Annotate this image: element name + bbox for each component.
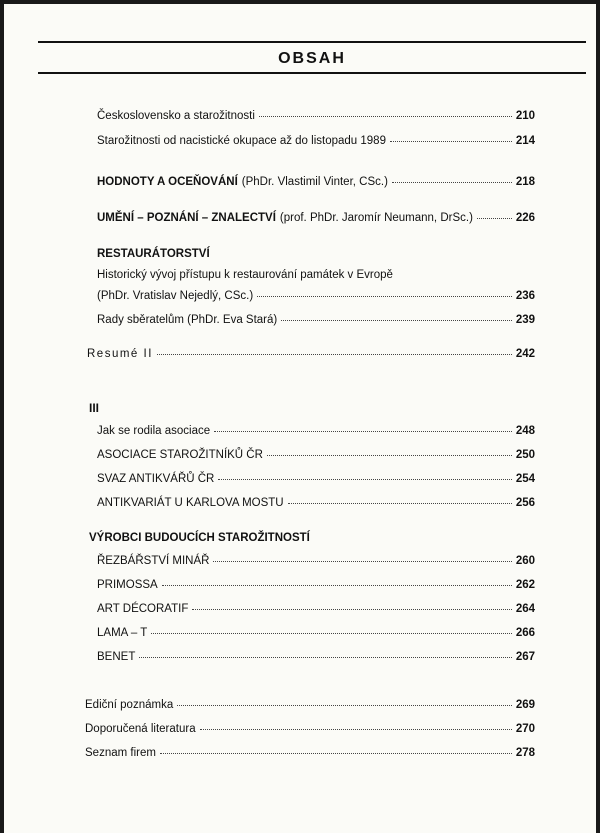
toc-entry-text: Resumé II [87,348,153,360]
dot-leader [214,421,512,432]
toc-entry[interactable] [97,108,535,124]
toc-entry-author: (PhDr. Vlastimil Vinter, CSc.) [241,176,388,188]
toc-entry[interactable] [97,649,535,665]
dot-leader [257,286,512,297]
section-heading: VÝROBCI BUDOUCÍCH STAROŽITNOSTÍ [89,532,310,544]
toc-entry[interactable] [97,423,535,439]
toc-page-number: 269 [515,699,535,711]
toc-entry-text: LAMA – T [97,627,148,639]
toc-entry-text: Historický vývoj přístupu k restaurování památek v Evropě [97,269,393,281]
toc-entry[interactable] [85,697,535,713]
toc-entry-text: BENET [97,651,136,663]
toc-page-number: 256 [515,497,535,509]
toc-entry[interactable] [97,174,535,190]
dot-leader [200,719,512,730]
dot-leader [288,493,512,504]
toc-page-number: 270 [515,723,535,735]
toc-entry[interactable] [97,133,535,149]
dot-leader [390,131,512,142]
dot-leader [218,469,511,480]
dot-leader [477,208,512,219]
dot-leader [177,695,512,706]
toc-entry[interactable] [97,577,535,593]
dot-leader [213,551,511,562]
toc-page-number: 248 [515,425,535,437]
top-rule [38,41,586,43]
toc-page-number: 236 [515,290,535,302]
toc-entry-author: (prof. PhDr. Jaromír Neumann, DrSc.) [279,212,473,224]
toc-entry[interactable] [97,447,535,463]
toc-entry[interactable] [97,471,535,487]
toc-entry-text: Rady sběratelům (PhDr. Eva Stará) [97,314,278,326]
toc-page-number: 278 [515,747,535,759]
toc-entry[interactable] [85,721,535,737]
toc-page-number: 264 [515,603,535,615]
dot-leader [392,172,512,183]
toc-page-number: 214 [515,135,535,147]
toc-page-number: 267 [515,651,535,663]
toc-entry-text: ANTIKVARIÁT U KARLOVA MOSTU [97,497,284,509]
toc-page-number: 260 [515,555,535,567]
toc-entry[interactable] [97,210,535,226]
toc-entry[interactable] [97,625,535,641]
dot-leader [157,344,512,355]
toc-entry-text: Doporučená literatura [85,723,196,735]
toc-entry[interactable] [97,553,535,569]
dot-leader [192,599,511,610]
toc-page-number: 226 [515,212,535,224]
dot-leader [139,647,511,658]
dot-leader [160,743,512,754]
toc-entry-author: (PhDr. Vratislav Nejedlý, CSc.) [97,290,254,302]
title-rule [38,72,586,74]
toc-page-number: 266 [515,627,535,639]
dot-leader [162,575,512,586]
toc-page-number: 239 [515,314,535,326]
dot-leader [259,106,512,117]
toc-page-number: 210 [515,110,535,122]
toc-entry-text: Seznam firem [85,747,156,759]
toc-entry[interactable] [97,601,535,617]
toc-entry[interactable] [85,745,535,761]
toc-entry-text: ART DÉCORATIF [97,603,189,615]
toc-entry[interactable] [87,346,535,362]
toc-entry-text: Jak se rodila asociace [97,425,211,437]
toc-page-number: 242 [515,348,535,360]
section-number: III [89,401,100,415]
section-heading: RESTAURÁTORSTVÍ [97,248,210,260]
toc-page-number: 218 [515,176,535,188]
toc-page-number: 250 [515,449,535,461]
toc-entry-title: HODNOTY A OCEŇOVÁNÍ [97,176,238,188]
toc-entry-text: Starožitnosti od nacistické okupace až do listopadu 1989 [97,135,386,147]
dot-leader [151,623,512,634]
toc-entry-text: Československo a starožitnosti [97,110,255,122]
toc-entry-text: ASOCIACE STAROŽITNÍKŮ ČR [97,449,263,461]
toc-entry-title: UMĚNÍ – POZNÁNÍ – ZNALECTVÍ [97,212,276,224]
toc-entry[interactable] [97,312,535,328]
dot-leader [281,310,512,321]
toc-entry-text: SVAZ ANTIKVÁŘŮ ČR [97,473,215,485]
toc-entry-text: PRIMOSSA [97,579,158,591]
toc-page-number: 254 [515,473,535,485]
page-title: OBSAH [278,50,346,67]
toc-page-number: 262 [515,579,535,591]
toc-entry-text: ŘEZBÁŘSTVÍ MINÁŘ [97,555,210,567]
toc-entry-text: Ediční poznámka [85,699,174,711]
toc-entry[interactable] [97,495,535,511]
dot-leader [267,445,512,456]
toc-entry[interactable] [97,288,535,304]
page [4,4,596,833]
